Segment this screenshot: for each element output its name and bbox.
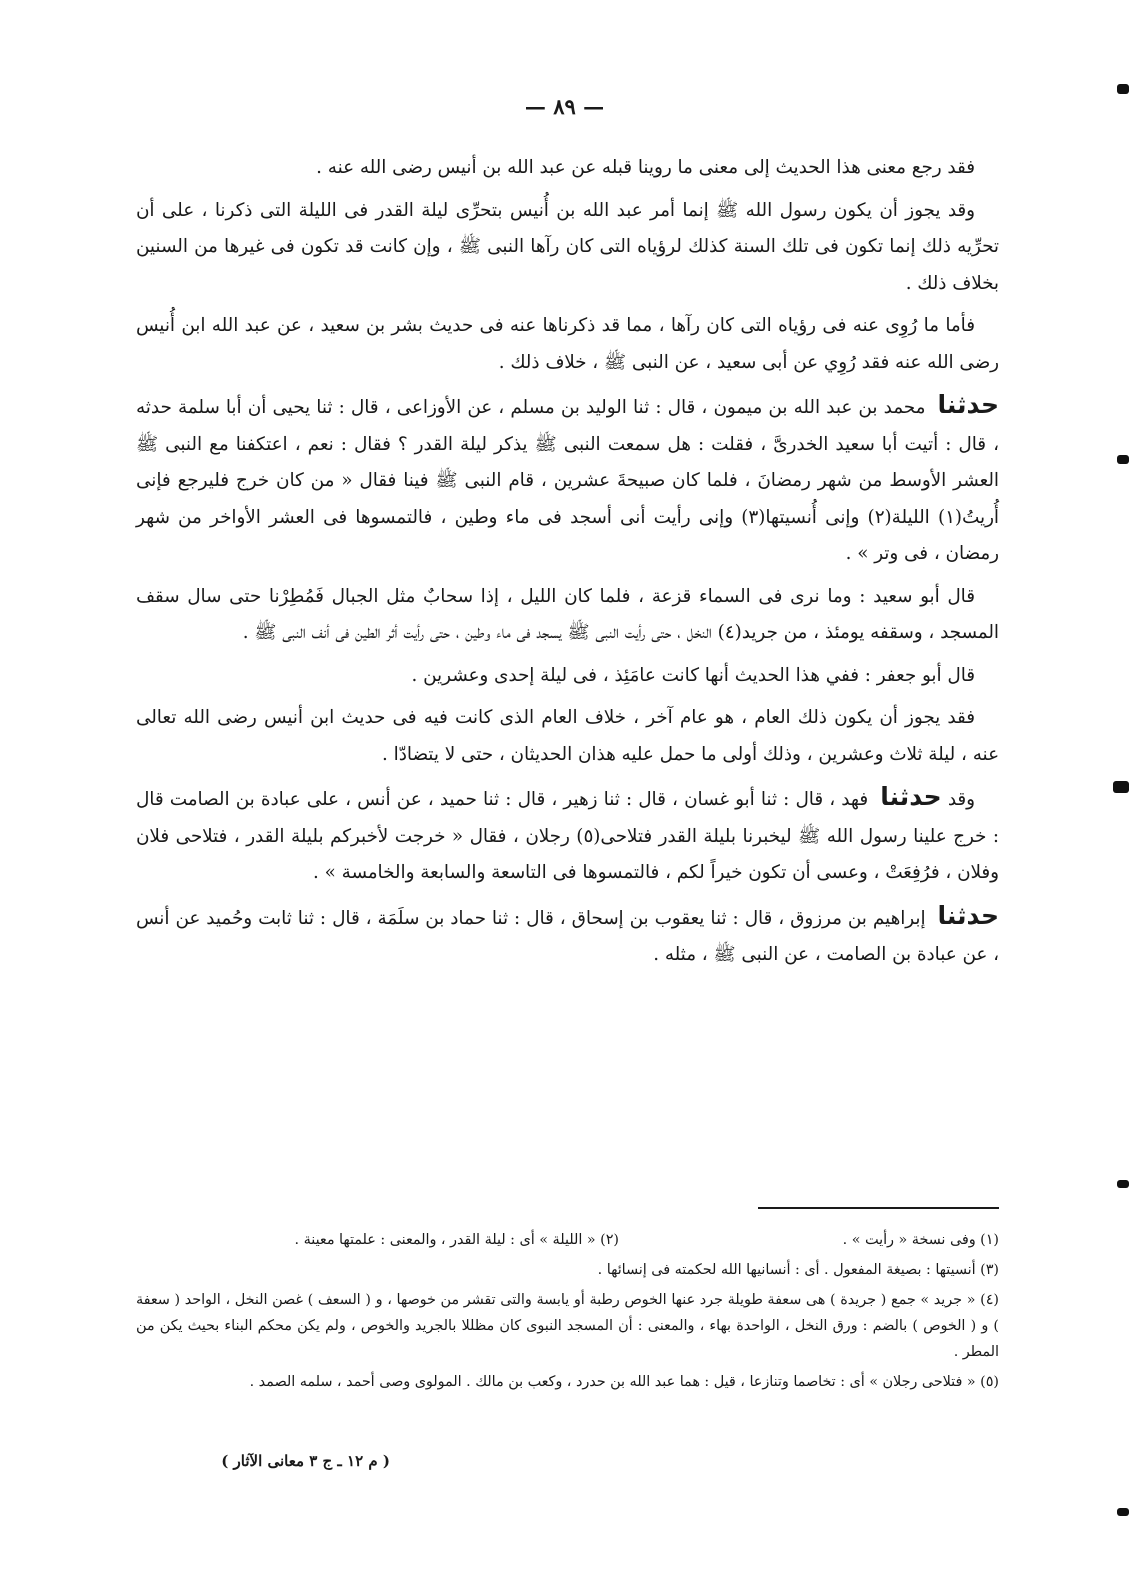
paragraph-9-text: إبراهيم بن مرزوق ، قال : ثنا يعقوب بن إسحاق ، قال : ثنا حماد بن سلَمَة ، قال : ثنا ثابت وحُميد عن أنس ، عن عبادة بن الصامت ، عن النبى ﷺ ، مثله . xyxy=(136,907,999,965)
hadith-lead-word: حدثنا xyxy=(937,390,999,419)
paragraph-5: قال أبو سعيد : وما نرى فى السماء قزعة ، فلما كان الليل ، إذا سحابٌ مثل الجبال فَمُطِرْنا حتى سال سقف المسجد ، وسقفه يومئذ ، من جريد(٤) النخل ، حتى رأيت النبى ﷺ يسجد فى ماء وطين ، حتى رأيت أثر الطين فى أنف النبى ﷺ . xyxy=(136,585,999,643)
footnote-row-1 xyxy=(136,1227,999,1253)
volume-signature: ( م ١٢ ـ ج ٣ معانى الآثار ) xyxy=(221,1452,390,1470)
scan-edge-mark xyxy=(1117,455,1129,464)
paragraph-8-text: فهد ، قال : ثنا أبو غسان ، قال : ثنا زهير ، قال : ثنا حميد ، عن أنس ، على عبادة بن الصامت قال : خرج علينا رسول الله ﷺ ليخبرنا بليلة القدر فتلاحى(٥) رجلان ، فقال « خرجت لأخبركم بليلة القدر ، فتلاحى فلان وفلان ، فرُفِعَتْ ، وعسى أن تكون خيراً لكم ، فالتمسوها فى التاسعة والسابعة والخامسة » . xyxy=(136,789,999,883)
scan-edge-mark xyxy=(1117,1180,1129,1188)
footnote-5: (٥) « فتلاحى رجلان » أى : تخاصما وتنازعا ، قيل : هما عبد الله بن حدرد ، وكعب بن مالك . المولوى وصى أحمد ، سلمه الصمد . xyxy=(249,1374,999,1390)
scan-edge-mark xyxy=(1113,781,1129,793)
hadith-lead-word-2: حدثنا xyxy=(880,782,942,811)
footnote-3: (٣) أنسيتها : بصيغة المفعول . أى : أنسانيها الله لحكمته فى إنسائها . xyxy=(597,1262,999,1278)
paragraph-8 xyxy=(136,779,999,892)
paragraph-9 xyxy=(136,898,999,974)
paragraph-1: فقد رجع معنى هذا الحديث إلى معنى ما روينا قبله عن عبد الله بن أنيس رضى الله عنه . xyxy=(316,157,975,178)
paragraph-7: فقد يجوز أن يكون ذلك العام ، هو عام آخر ، خلاف العام الذى كانت فيه فى حديث ابن أنيس رضى الله تعالى عنه ، ليلة ثلاث وعشرين ، وذلك أولى ما حمل عليه هذان الحديثان ، حتى لا يتضادّا . xyxy=(136,707,999,765)
paragraph-6: قال أبو جعفر : ففي هذا الحديث أنها كانت عامَئِذ ، فى ليلة إحدى وعشرين . xyxy=(411,664,975,686)
scan-edge-mark xyxy=(1117,84,1129,94)
footnote-4: (٤) « جريد » جمع ( جريدة ) هى سعفة طويلة جرد عنها الخوص رطبة أو يابسة والتى تقشر من خوصها ، و ( السعف ) غصن النخل ، الواحد ( سعفة ) و ( الخوص ) بالضم : ورق النخل ، الواحدة بهاء ، والمعنى : أن المسجد النبوى كان مظللا بالجريد والخوص ، ولم يكن محكم البناء بحيث يكن من المطر . xyxy=(136,1292,999,1360)
footnote-2: (٢) « الليلة » أى : ليلة القدر ، والمعنى : علمتها معينة . xyxy=(294,1232,619,1248)
page-number: — ٨٩ — xyxy=(524,94,605,119)
main-text xyxy=(136,150,999,980)
paragraph-4 xyxy=(136,387,999,573)
footnote-1: (١) وفى نسخة « رأيت » . xyxy=(842,1232,999,1248)
paragraph-4-text: محمد بن عبد الله بن ميمون ، قال : ثنا الوليد بن مسلم ، عن الأوزاعى ، قال : ثنا يحيى أن أبا سلمة حدثه ، قال : أتيت أبا سعيد الخدرىَّ ، فقلت : هل سمعت النبى ﷺ يذكر ليلة القدر ؟ فقال : نعم ، اعتكفنا مع النبى ﷺ العشر الأوسط من شهر رمضانَ ، فلما كان صبيحةَ عشرين ، قام النبى ﷺ فينا فقال « من كان خرج فليرجع فإنى أُريتُ(١) الليلة(٢) وإنى أُنسيتها(٣) وإنى رأيت أنى أسجد فى ماء وطين ، فالتمسوها فى العشر الأواخر من شهر رمضان ، فى وتر » . xyxy=(136,397,999,564)
footnote-divider xyxy=(758,1207,999,1209)
hadith-lead-word-3: حدثنا xyxy=(937,900,999,930)
footnotes xyxy=(136,1227,999,1399)
paragraph-2: وقد يجوز أن يكون رسول الله ﷺ إنما أمر عبد الله بن أُنيس بتحرِّى ليلة القدر فى الليلة التى ذكرنا ، على أن تحرِّيه ذلك إنما تكون فى تلك السنة كذلك لرؤياه التى كان رآها النبى ﷺ ، وإن كانت قد تكون فى غيرها من السنين بخلاف ذلك . xyxy=(136,199,999,294)
scan-edge-mark xyxy=(1117,1508,1129,1516)
paragraph-8-prefix: وقد xyxy=(947,789,975,810)
paragraph-3: فأما ما رُوِى عنه فى رؤياه التى كان رآها ، مما قد ذكرناها عنه فى حديث بشر بن سعيد ، عن عبد الله ابن أُنيس رضى الله عنه فقد رُوِي عن أبى سعيد ، عن النبى ﷺ ، خلاف ذلك . xyxy=(136,315,999,373)
